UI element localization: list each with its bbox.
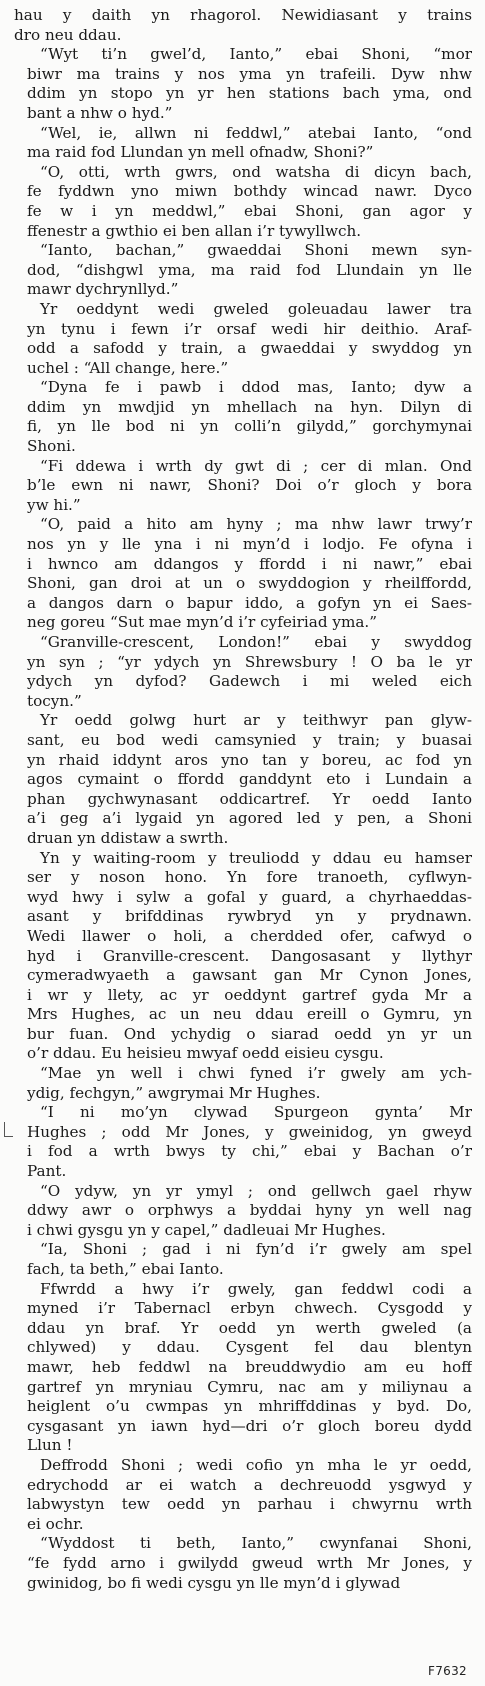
text-line: i wr y llety, ac yr oeddynt gartref gyda Mr a xyxy=(27,985,472,1004)
margin-mark xyxy=(4,1122,13,1137)
text-line: bant a nhw o hyd.” xyxy=(27,103,173,122)
text-line: “Wel, ie, allwn ni feddwl,” atebai Ianto, “ond xyxy=(40,123,472,142)
text-line: bur fuan. Ond ychydig o siarad oedd yn yr un xyxy=(27,1024,472,1043)
text-line: ma raid fod Llundan yn mell ofnadw, Shoni?” xyxy=(27,143,374,162)
text-column xyxy=(14,6,472,1593)
text-line: Yn y waiting-room y treuliodd y ddau eu hamser xyxy=(40,848,472,867)
text-line: “Ia, Shoni ; gad i ni fyn’d i’r gwely am spel xyxy=(40,1240,472,1259)
text-line: yw hi.” xyxy=(27,495,81,514)
text-line: i chwi gysgu yn y capel,” dadleuai Mr Hughes. xyxy=(27,1220,386,1239)
text-line: ser y noson hono. Yn fore tranoeth, cyflwyn- xyxy=(27,868,472,887)
text-line: gwinidog, bo fi wedi cysgu yn lle myn’d i glywad xyxy=(27,1573,401,1592)
text-line: nos yn y lle yna i ni myn’d i lodjo. Fe ofyna i xyxy=(27,535,472,554)
text-line: “Wyt ti’n gwel’d, Ianto,” ebai Shoni, “mor xyxy=(40,45,472,64)
paragraph xyxy=(14,124,472,163)
text-line: odd a safodd y train, a gwaeddai y swyddog yn xyxy=(27,339,472,358)
text-line: chlywed) y ddau. Cysgent fel dau blentyn xyxy=(27,1338,472,1357)
text-line: Hughes ; odd Mr Jones, y gweinidog, yn gweyd xyxy=(27,1122,472,1141)
text-line: “Ianto, bachan,” gwaeddai Shoni mewn syn- xyxy=(40,241,472,260)
text-line: mawr dychrynllyd.” xyxy=(27,280,179,299)
text-line: neg goreu “Sut mae myn’d i’r cyfeiriad yma.” xyxy=(27,613,378,632)
text-line: “Granville-crescent, London!” ebai y swyddog xyxy=(40,633,472,651)
text-line: druan yn ddistaw a swrth. xyxy=(27,828,229,847)
text-line: “O, paid a hito am hyny ; ma nhw lawr trwy’r xyxy=(40,515,472,534)
text-line: a dangos darn o bapur iddo, a gofyn yn ei Saes- xyxy=(27,593,472,612)
text-line: yn tynu i fewn i’r orsaf wedi hir deithio. Araf- xyxy=(27,319,472,338)
paragraph xyxy=(14,300,472,378)
paragraph xyxy=(14,711,472,848)
text-line: biwr ma trains y nos yma yn trafeili. Dyw nhw xyxy=(27,64,472,83)
paragraph xyxy=(14,849,472,1065)
text-line: Yr oedd golwg hurt ar y teithwyr pan glyw- xyxy=(40,711,472,730)
text-line: yn syn ; “yr ydych yn Shrewsbury ! O ba le yr xyxy=(27,652,472,671)
paragraph xyxy=(14,163,472,241)
catalog-number: F7632 xyxy=(428,1664,467,1678)
paragraph xyxy=(14,378,472,456)
paragraph xyxy=(14,1534,472,1593)
text-line: fi, yn lle bod ni yn colli’n gilydd,” gorchymynai xyxy=(27,417,472,436)
text-line: phan gychwynasant oddicartref. Yr oedd Ianto xyxy=(27,789,472,808)
text-line: “O ydyw, yn yr ymyl ; ond gellwch gael rhyw xyxy=(40,1181,472,1200)
text-line: heiglent o’u cwmpas yn mhriffddinas y byd. Do, xyxy=(27,1397,472,1416)
text-line: “Mae yn well i chwi fyned i’r gwely am ych- xyxy=(40,1064,472,1083)
text-line: asant y brifddinas rywbryd yn y prydnawn. xyxy=(27,907,472,926)
text-line: tocyn.” xyxy=(27,691,82,710)
paragraph xyxy=(14,1103,472,1181)
text-line: hau y daith yn rhagorol. Newidiasant y trains xyxy=(14,6,472,24)
text-line: a’i geg a’i lygaid yn agored led y pen, a Shoni xyxy=(27,809,472,828)
text-line: b’le ewn ni nawr, Shoni? Doi o’r gloch y bora xyxy=(27,476,472,495)
text-line: Mrs Hughes, ac un neu ddau ereill o Gymru, yn xyxy=(27,1005,472,1024)
paragraph xyxy=(14,457,472,516)
text-line: cymeradwyaeth a gawsant gan Mr Cynon Jones, xyxy=(27,966,472,985)
text-line: Shoni, gan droi at un o swyddogion y rheilffordd, xyxy=(27,574,472,593)
text-line: Wedi llawer o holi, a cherdded ofer, cafwyd o xyxy=(27,926,472,945)
text-line: edrychodd ar ei watch a dechreuodd ysgwyd y xyxy=(27,1475,472,1494)
text-line: ffenestr a gwthio ei ben allan i’r tywyllwch. xyxy=(27,221,362,240)
paragraph xyxy=(14,241,472,300)
text-line: ddwy awr o orphwys a byddai hyny yn well nag xyxy=(27,1201,472,1220)
text-line: ei ochr. xyxy=(27,1514,84,1533)
paragraph xyxy=(14,1280,472,1456)
paragraph xyxy=(14,633,472,711)
text-line: cysgasant yn iawn hyd—dri o’r gloch boreu dydd xyxy=(27,1416,472,1435)
text-line: ddim yn mwdjid yn mhellach na hyn. Dilyn di xyxy=(27,397,472,416)
text-line: “Dyna fe i pawb i ddod mas, Ianto; dyw a xyxy=(40,378,472,397)
paragraph xyxy=(14,1240,472,1279)
text-line: fe fyddwn yno miwn bothdy wincad nawr. Dyco xyxy=(27,182,472,201)
text-line: Pant. xyxy=(27,1162,67,1181)
text-line: fe w i yn meddwl,” ebai Shoni, gan agor y xyxy=(27,201,472,220)
paragraph xyxy=(14,6,472,45)
text-line: Deffrodd Shoni ; wedi cofio yn mha le yr oedd, xyxy=(40,1455,472,1474)
text-line: “O, otti, wrth gwrs, ond watsha di dicyn bach, xyxy=(40,162,472,181)
text-line: i hwnco am ddangos y ffordd i ni nawr,” ebai xyxy=(27,554,472,573)
text-line: dro neu ddau. xyxy=(14,25,122,44)
text-line: ddau yn braf. Yr oedd yn werth gweled (a xyxy=(27,1318,472,1337)
text-line: “Fi ddewa i wrth dy gwt di ; cer di mlan. Ond xyxy=(40,456,472,475)
text-line: “I ni mo’yn clywad Spurgeon gynta’ Mr xyxy=(40,1103,472,1122)
text-line: ydig, fechgyn,” awgrymai Mr Hughes. xyxy=(27,1083,321,1102)
text-line: wyd hwy i sylw a gofal y guard, a chyrhaeddas- xyxy=(27,887,472,906)
text-line: Shoni. xyxy=(27,437,76,456)
text-line: uchel : “All change, here.” xyxy=(27,358,229,377)
text-line: Ffwrdd a hwy i’r gwely, gan feddwl codi a xyxy=(40,1279,472,1298)
text-line: i fod a wrth bwys ty chi,” ebai y Bachan o’r xyxy=(27,1142,472,1161)
text-line: mawr, heb feddwl na breuddwydio am eu hoff xyxy=(27,1357,472,1376)
text-line: sant, eu bod wedi camsynied y train; y buasai xyxy=(27,730,472,749)
paragraph xyxy=(14,515,472,633)
paragraph xyxy=(14,45,472,123)
text-line: ddim yn stopo yn yr hen stations bach yma, ond xyxy=(27,84,472,103)
text-line: “Wyddost ti beth, Ianto,” cwynfanai Shoni, xyxy=(40,1534,472,1553)
paragraph xyxy=(14,1182,472,1241)
text-line: gartref yn mryniau Cymru, nac am y miliynau a xyxy=(27,1377,472,1396)
text-line: “fe fydd arno i gwilydd gweud wrth Mr Jones, y xyxy=(27,1553,472,1572)
text-line: fach, ta beth,” ebai Ianto. xyxy=(27,1260,224,1278)
text-line: agos cymaint o ffordd ganddynt eto i Lundain a xyxy=(27,770,472,789)
text-line: myned i’r Tabernacl erbyn chwech. Cysgodd y xyxy=(27,1299,472,1318)
paragraph xyxy=(14,1456,472,1534)
text-line: Yr oeddynt wedi gweled goleuadau lawer tra xyxy=(40,299,472,318)
text-line: yn rhaid iddynt aros yno tan y boreu, ac fod yn xyxy=(27,750,472,769)
paragraph xyxy=(14,1064,472,1103)
text-line: dod, “dishgwl yma, ma raid fod Llundain yn lle xyxy=(27,260,472,279)
text-line: o’r ddau. Eu heisieu mwyaf oedd eisieu cysgu. xyxy=(27,1044,384,1063)
text-line: Llun ! xyxy=(27,1436,73,1455)
text-line: labwystyn tew oedd yn parhau i chwyrnu wrth xyxy=(27,1495,472,1514)
text-line: hyd i Granville-crescent. Dangosasant y llythyr xyxy=(27,946,472,965)
text-line: ydych yn dyfod? Gadewch i mi weled eich xyxy=(27,672,472,691)
